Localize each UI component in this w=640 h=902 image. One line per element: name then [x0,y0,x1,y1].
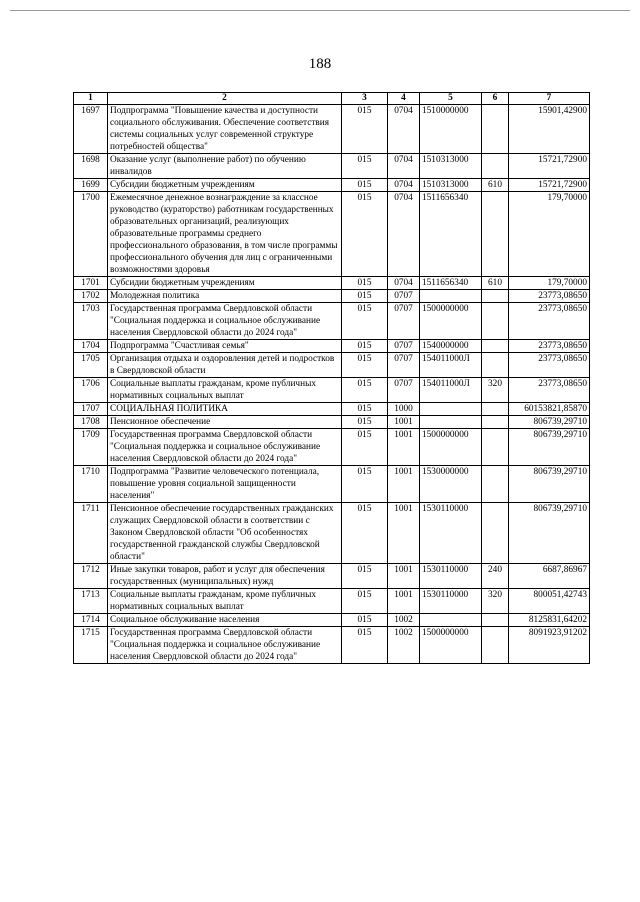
target-article-cell: 1530000000 [420,466,482,503]
amount-cell: 800051,42743 [509,589,590,614]
section-code-cell: 0704 [388,154,420,179]
expense-type-cell [482,192,509,277]
section-code-cell: 0704 [388,277,420,290]
table-row [74,154,590,179]
table-row [74,378,590,403]
target-article-cell: 1510313000 [420,179,482,192]
ministry-code-cell: 015 [342,564,388,589]
ministry-code-cell: 015 [342,403,388,416]
header-row [74,93,590,105]
row-number-cell: 1704 [74,340,108,353]
item-name-cell: Социальные выплаты гражданам, кроме публичных нормативных социальных выплат [108,589,342,614]
section-code-cell: 0707 [388,353,420,378]
item-name-cell: Субсидии бюджетным учреждениям [108,277,342,290]
expense-type-cell [482,614,509,627]
amount-cell: 806739,29710 [509,466,590,503]
column-header: 7 [509,93,590,105]
table-row [74,429,590,466]
page-top-rule [10,10,630,11]
item-name-cell: Подпрограмма "Счастливая семья" [108,340,342,353]
page-number: 188 [308,56,332,72]
row-number-cell: 1705 [74,353,108,378]
item-name-cell: Социальные выплаты гражданам, кроме публичных нормативных социальных выплат [108,378,342,403]
amount-cell: 15721,72900 [509,154,590,179]
table-row [74,589,590,614]
target-article-cell [420,416,482,429]
row-number-cell: 1715 [74,627,108,664]
item-name-cell: Оказание услуг (выполнение работ) по обучению инвалидов [108,154,342,179]
expense-type-cell [482,353,509,378]
amount-cell: 15721,72900 [509,179,590,192]
table-row [74,503,590,564]
section-code-cell: 0707 [388,303,420,340]
expense-type-cell [482,503,509,564]
row-number-cell: 1699 [74,179,108,192]
section-code-cell: 0704 [388,192,420,277]
amount-cell: 60153821,85870 [509,403,590,416]
target-article-cell: 1510000000 [420,105,482,154]
row-number-cell: 1701 [74,277,108,290]
row-number-cell: 1700 [74,192,108,277]
ministry-code-cell: 015 [342,154,388,179]
section-code-cell: 1000 [388,403,420,416]
section-code-cell: 0704 [388,105,420,154]
section-code-cell: 0707 [388,290,420,303]
amount-cell: 179,70000 [509,277,590,290]
ministry-code-cell: 015 [342,192,388,277]
item-name-cell: Пенсионное обеспечение государственных гражданских служащих Свердловской области в соответствии с Законом Свердловской области "Об особенностях государственной гражданской службы Свердловской области" [108,503,342,564]
target-article-cell: 1510313000 [420,154,482,179]
target-article-cell: 1500000000 [420,429,482,466]
amount-cell: 23773,08650 [509,378,590,403]
section-code-cell: 1001 [388,416,420,429]
expense-type-cell [482,154,509,179]
amount-cell: 6687,86967 [509,564,590,589]
target-article-cell: 1511656340 [420,277,482,290]
ministry-code-cell: 015 [342,290,388,303]
item-name-cell: Подпрограмма "Развитие человеческого потенциала, повышение уровня социальной защищенности населения" [108,466,342,503]
expense-type-cell: 320 [482,589,509,614]
table-row [74,627,590,664]
amount-cell: 806739,29710 [509,416,590,429]
column-header: 6 [482,93,509,105]
section-code-cell: 1002 [388,614,420,627]
item-name-cell: Иные закупки товаров, работ и услуг для обеспечения государственных (муниципальных) нужд [108,564,342,589]
amount-cell: 23773,08650 [509,290,590,303]
column-header: 3 [342,93,388,105]
table-row [74,303,590,340]
row-number-cell: 1707 [74,403,108,416]
item-name-cell: Государственная программа Свердловской области "Социальная поддержка и социальное обслуживание населения Свердловской области до 2024 года" [108,303,342,340]
item-name-cell: Пенсионное обеспечение [108,416,342,429]
column-header: 4 [388,93,420,105]
amount-cell: 23773,08650 [509,303,590,340]
expense-type-cell: 610 [482,277,509,290]
row-number-cell: 1714 [74,614,108,627]
column-header: 5 [420,93,482,105]
amount-cell: 179,70000 [509,192,590,277]
ministry-code-cell: 015 [342,105,388,154]
target-article-cell [420,614,482,627]
amount-cell: 806739,29710 [509,429,590,466]
item-name-cell: Государственная программа Свердловской области "Социальная поддержка и социальное обслуживание населения Свердловской области до 2024 года" [108,627,342,664]
table-row [74,179,590,192]
expense-type-cell [482,290,509,303]
item-name-cell: Социальное обслуживание населения [108,614,342,627]
table-row [74,564,590,589]
row-number-cell: 1709 [74,429,108,466]
target-article-cell: 1511656340 [420,192,482,277]
row-number-cell: 1702 [74,290,108,303]
target-article-cell: 154011000Л [420,378,482,403]
table-body [74,105,590,664]
item-name-cell: Государственная программа Свердловской области "Социальная поддержка и социальное обслуживание населения Свердловской области до 2024 года" [108,429,342,466]
table-row [74,416,590,429]
expense-type-cell: 240 [482,564,509,589]
target-article-cell: 1530110000 [420,503,482,564]
expense-type-cell: 610 [482,179,509,192]
table-row [74,277,590,290]
expense-type-cell [482,105,509,154]
table-row [74,466,590,503]
target-article-cell: 1530110000 [420,589,482,614]
section-code-cell: 1001 [388,503,420,564]
target-article-cell: 1500000000 [420,627,482,664]
budget-table [73,92,590,664]
ministry-code-cell: 015 [342,303,388,340]
amount-cell: 8125831,64202 [509,614,590,627]
amount-cell: 23773,08650 [509,340,590,353]
item-name-cell: Подпрограмма "Повышение качества и доступности социального обслуживания. Обеспечение соответствия системы социальных услуг современной структуре потребностей общества" [108,105,342,154]
expense-type-cell [482,416,509,429]
column-header: 2 [108,93,342,105]
amount-cell: 8091923,91202 [509,627,590,664]
expense-type-cell [482,303,509,340]
section-code-cell: 0707 [388,378,420,403]
item-name-cell: СОЦИАЛЬНАЯ ПОЛИТИКА [108,403,342,416]
ministry-code-cell: 015 [342,466,388,503]
row-number-cell: 1711 [74,503,108,564]
target-article-cell: 1540000000 [420,340,482,353]
row-number-cell: 1698 [74,154,108,179]
target-article-cell [420,403,482,416]
ministry-code-cell: 015 [342,416,388,429]
amount-cell: 23773,08650 [509,353,590,378]
section-code-cell: 1001 [388,466,420,503]
target-article-cell: 1530110000 [420,564,482,589]
row-number-cell: 1708 [74,416,108,429]
row-number-cell: 1706 [74,378,108,403]
item-name-cell: Ежемесячное денежное вознаграждение за классное руководство (кураторство) работникам государственных образовательных организаций, реализующих образовательные программы среднего профессионального образования, в том числе программы профессионального обучения для лиц с ограниченными возможностями здоровья [108,192,342,277]
table-row [74,290,590,303]
expense-type-cell [482,466,509,503]
amount-cell: 15901,42900 [509,105,590,154]
ministry-code-cell: 015 [342,340,388,353]
section-code-cell: 1002 [388,627,420,664]
section-code-cell: 1001 [388,589,420,614]
expense-type-cell [482,403,509,416]
expense-type-cell: 320 [482,378,509,403]
table-row [74,353,590,378]
target-article-cell [420,290,482,303]
ministry-code-cell: 015 [342,503,388,564]
ministry-code-cell: 015 [342,179,388,192]
row-number-cell: 1697 [74,105,108,154]
row-number-cell: 1713 [74,589,108,614]
ministry-code-cell: 015 [342,589,388,614]
ministry-code-cell: 015 [342,614,388,627]
item-name-cell: Молодежная политика [108,290,342,303]
column-header: 1 [74,93,108,105]
row-number-cell: 1703 [74,303,108,340]
expense-type-cell [482,627,509,664]
section-code-cell: 1001 [388,429,420,466]
ministry-code-cell: 015 [342,627,388,664]
table-row [74,105,590,154]
table-row [74,403,590,416]
section-code-cell: 0707 [388,340,420,353]
table-row [74,340,590,353]
target-article-cell: 154011000Л [420,353,482,378]
section-code-cell: 0704 [388,179,420,192]
amount-cell: 806739,29710 [509,503,590,564]
expense-type-cell [482,340,509,353]
ministry-code-cell: 015 [342,378,388,403]
table-row [74,192,590,277]
item-name-cell: Субсидии бюджетным учреждениям [108,179,342,192]
target-article-cell: 1500000000 [420,303,482,340]
ministry-code-cell: 015 [342,277,388,290]
row-number-cell: 1710 [74,466,108,503]
table-row [74,614,590,627]
section-code-cell: 1001 [388,564,420,589]
item-name-cell: Организация отдыха и оздоровления детей и подростков в Свердловской области [108,353,342,378]
ministry-code-cell: 015 [342,353,388,378]
ministry-code-cell: 015 [342,429,388,466]
row-number-cell: 1712 [74,564,108,589]
expense-type-cell [482,429,509,466]
